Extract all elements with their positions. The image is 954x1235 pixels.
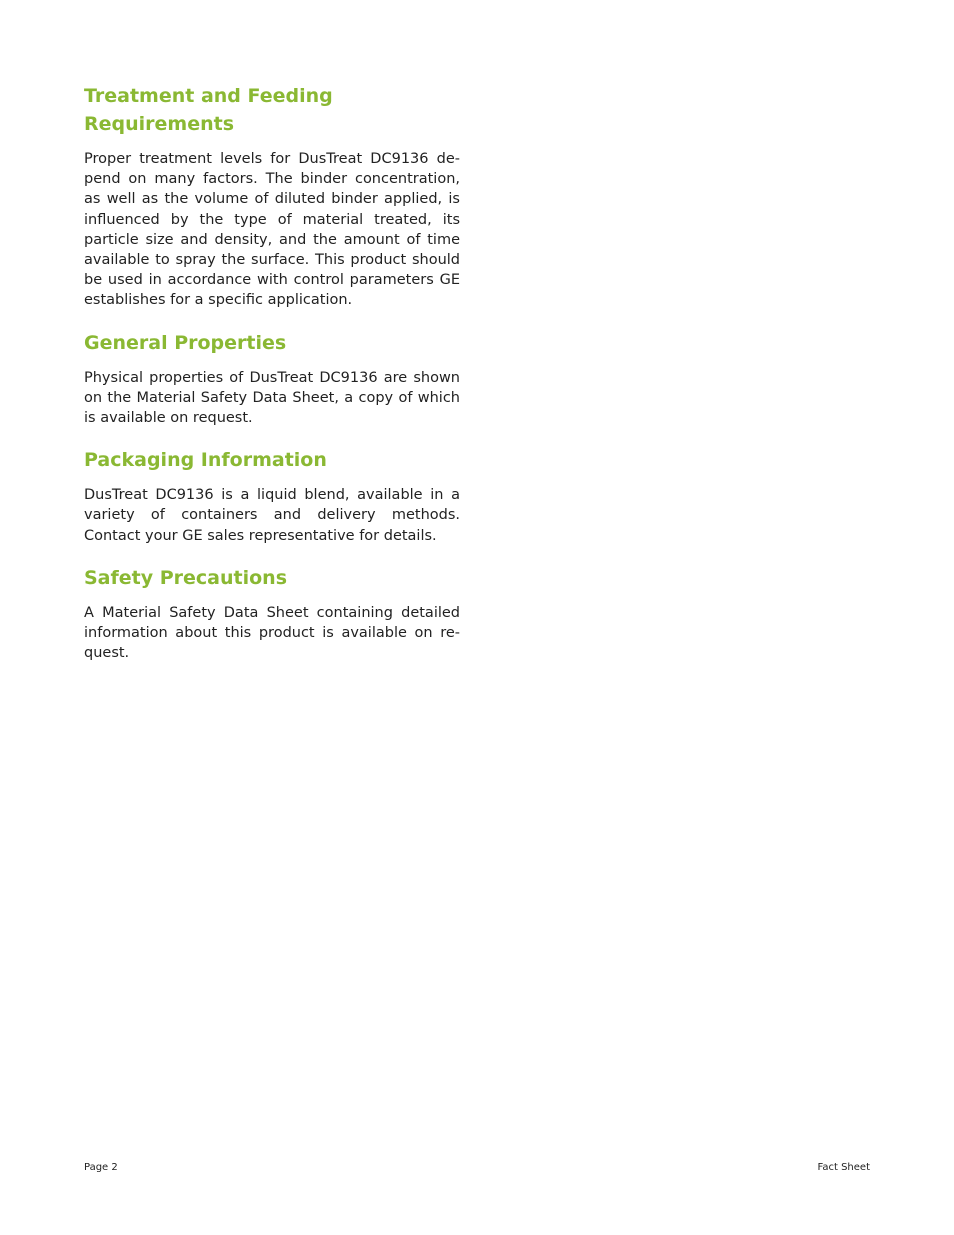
section-body-safety: A Material Safety Data Sheet containing detailed information about this product is available on request. <box>84 604 460 662</box>
content-column <box>84 82 460 681</box>
section-body-packaging: DusTreat DC9136 is a liquid blend, available in a variety of containers and delivery methods. Contact your GE sales representative for details. <box>84 487 460 544</box>
section-heading-safety: Safety Precautions <box>84 566 288 589</box>
section-heading-packaging: Packaging Information <box>84 449 327 472</box>
document-type-label: Fact Sheet <box>817 1162 870 1173</box>
page-number: Page 2 <box>84 1162 118 1173</box>
section-heading-treatment: Treatment and Feeding Requirements <box>84 85 333 135</box>
section-body-general-properties: Physical properties of DusTreat DC9136 are shown on the Material Safety Data Sheet, a copy of which is available on request. <box>84 369 460 427</box>
section-body-treatment: Proper treatment levels for DusTreat DC9136 depend on many factors. The binder concentration, as well as the volume of diluted binder applied, is influenced by the type of material treated, its particle size and density, and the amount of time available to spray the surface. This product should be used in accordance with control parameters GE establishes for a specific application. <box>84 151 460 309</box>
section-heading-general-properties: General Properties <box>84 331 287 354</box>
